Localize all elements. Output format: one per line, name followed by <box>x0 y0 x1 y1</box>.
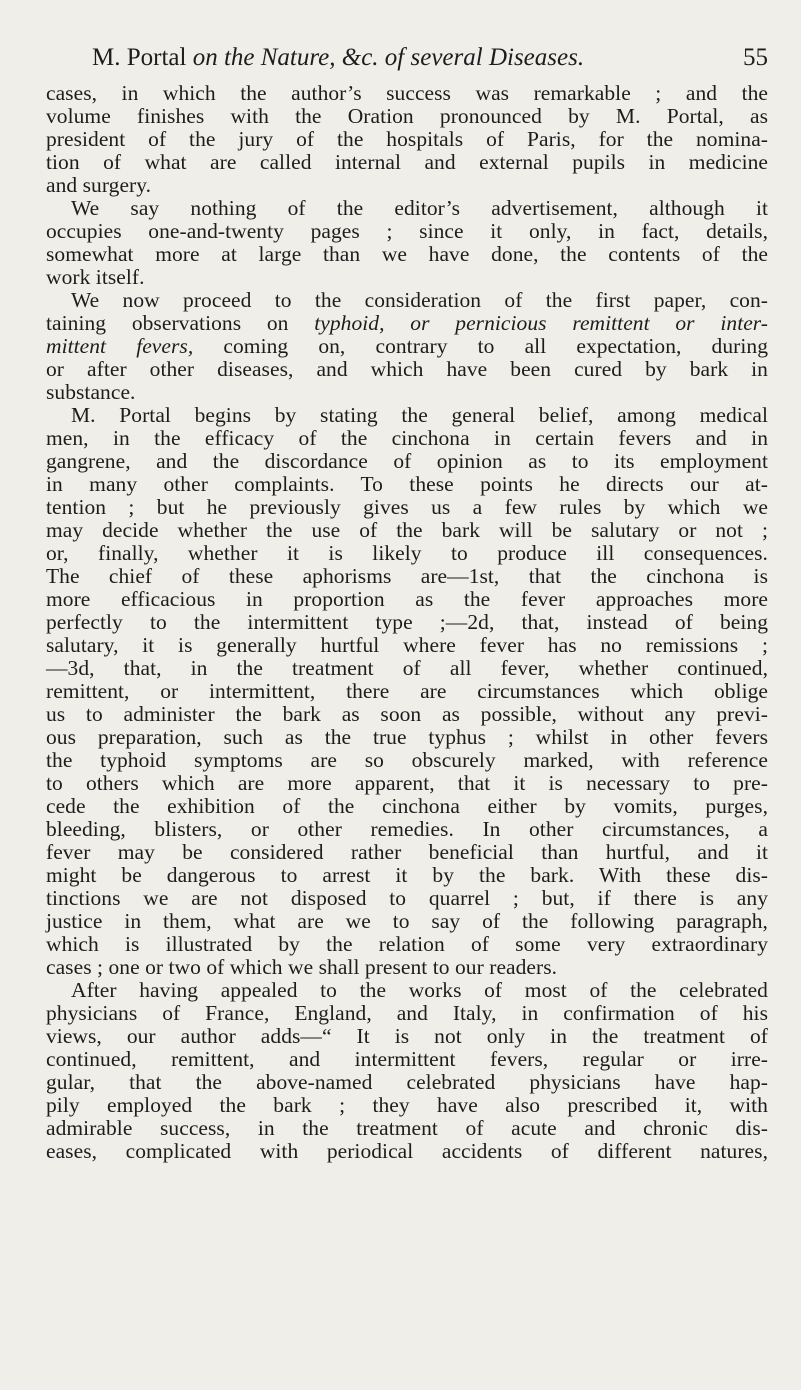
line-text: cases, in which the author’s success was remarkable ; and the <box>46 81 768 105</box>
text-line <box>46 1048 768 1071</box>
text-line <box>46 818 768 841</box>
text-line <box>46 358 768 381</box>
line-text: cede the exhibition of the cinchona either by vomits, purges, <box>46 794 768 818</box>
running-title-author: M. Portal <box>92 44 193 71</box>
line-text: us to administer the bark as soon as possible, without any previ- <box>46 702 768 726</box>
text-line <box>46 795 768 818</box>
line-text: We say nothing of the editor’s advertisement, although it <box>71 196 768 220</box>
line-text: cases ; one or two of which we shall present to our readers. <box>46 955 558 979</box>
text-line <box>46 381 768 404</box>
text-line <box>46 1140 768 1163</box>
text-line <box>46 197 768 220</box>
line-text: tion of what are called internal and external pupils in medicine <box>46 150 768 174</box>
line-text: gular, that the above-named celebrated physicians have hap- <box>46 1070 768 1094</box>
line-text: taining observations on <box>46 311 315 335</box>
text-line <box>46 289 768 312</box>
text-line <box>46 749 768 772</box>
text-line <box>46 427 768 450</box>
line-text: eases, complicated with periodical accidents of different natures, <box>46 1139 768 1163</box>
line-text: M. Portal begins by stating the general belief, among medical <box>71 403 768 427</box>
line-text: might be dangerous to arrest it by the bark. With these dis- <box>46 863 768 887</box>
text-line <box>46 565 768 588</box>
line-text: The chief of these aphorisms are—1st, that the cinchona is <box>46 564 768 588</box>
line-text: admirable success, in the treatment of acute and chronic dis- <box>46 1116 768 1140</box>
line-text: ous preparation, such as the true typhus ; whilst in other fevers <box>46 725 768 749</box>
text-line <box>46 956 768 979</box>
text-line <box>46 1025 768 1048</box>
line-text: men, in the efficacy of the cinchona in certain fevers and in <box>46 426 768 450</box>
line-text: perfectly to the intermittent type ;—2d, that, instead of being <box>46 610 768 634</box>
text-line <box>46 680 768 703</box>
line-text: views, our author adds—“ It is not only in the treatment of <box>46 1024 768 1048</box>
line-text: tention ; but he previously gives us a few rules by which we <box>46 495 768 519</box>
line-text: physicians of France, England, and Italy, in confirmation of his <box>46 1001 768 1025</box>
line-text: substance. <box>46 380 136 404</box>
line-text: fever may be considered rather beneficial than hurtful, and it <box>46 840 768 864</box>
text-line <box>46 450 768 473</box>
text-line <box>46 657 768 680</box>
line-text: coming on, contrary to all expectation, during <box>193 334 768 358</box>
text-line <box>46 772 768 795</box>
text-line <box>46 404 768 427</box>
line-text: remittent, or intermittent, there are circumstances which oblige <box>46 679 768 703</box>
line-text: work itself. <box>46 265 145 289</box>
text-line <box>46 703 768 726</box>
text-line <box>46 726 768 749</box>
text-line <box>46 611 768 634</box>
line-text: gangrene, and the discordance of opinion as to its employment <box>46 449 768 473</box>
line-text: which is illustrated by the relation of some very extraordinary <box>46 932 768 956</box>
text-line <box>46 151 768 174</box>
body-text <box>46 82 768 1163</box>
line-text: to others which are more apparent, that it is necessary to pre- <box>46 771 768 795</box>
running-title-italic: on the Nature, &c. of several Diseases. <box>192 44 585 71</box>
italic-text: typhoid, or pernicious remittent or inter- <box>314 311 769 335</box>
text-line <box>46 220 768 243</box>
line-text: pily employed the bark ; they have also prescribed it, with <box>46 1093 768 1117</box>
text-line <box>46 335 768 358</box>
line-text: tinctions we are not disposed to quarrel ; but, if there is any <box>46 886 768 910</box>
line-text: bleeding, blisters, or other remedies. In other circumstances, a <box>46 817 768 841</box>
line-text: in many other complaints. To these points he directs our at- <box>46 472 768 496</box>
text-line <box>46 105 768 128</box>
text-line <box>46 519 768 542</box>
text-line <box>46 82 768 105</box>
text-line <box>46 542 768 565</box>
line-text: may decide whether the use of the bark will be salutary or not ; <box>46 518 768 542</box>
text-line <box>46 910 768 933</box>
running-title <box>92 38 584 78</box>
line-text: —3d, that, in the treatment of all fever, whether continued, <box>46 656 768 680</box>
line-text: or after other diseases, and which have been cured by bark in <box>46 357 768 381</box>
text-line <box>46 634 768 657</box>
text-line <box>46 588 768 611</box>
text-line <box>46 1071 768 1094</box>
text-line <box>46 933 768 956</box>
text-line <box>46 841 768 864</box>
text-line <box>46 128 768 151</box>
line-text: occupies one-and-twenty pages ; since it only, in fact, details, <box>46 219 768 243</box>
text-line <box>46 1094 768 1117</box>
text-line <box>46 1002 768 1025</box>
line-text: somewhat more at large than we have done, the contents of the <box>46 242 768 266</box>
line-text: or, finally, whether it is likely to produce ill consequences. <box>46 541 768 565</box>
line-text: salutary, it is generally hurtful where fever has no remissions ; <box>46 633 768 657</box>
line-text: After having appealed to the works of most of the celebrated <box>71 978 768 1002</box>
text-line <box>46 473 768 496</box>
text-line <box>46 864 768 887</box>
line-text: continued, remittent, and intermittent fevers, regular or irre- <box>46 1047 768 1071</box>
line-text: volume finishes with the Oration pronounced by M. Portal, as <box>46 104 768 128</box>
text-line <box>46 887 768 910</box>
text-line <box>46 174 768 197</box>
line-text: justice in them, what are we to say of the following paragraph, <box>46 909 768 933</box>
text-line <box>46 1117 768 1140</box>
running-header <box>46 38 768 78</box>
line-text: more efficacious in proportion as the fever approaches more <box>46 587 768 611</box>
text-line <box>46 266 768 289</box>
text-line <box>46 312 768 335</box>
text-line <box>46 496 768 519</box>
line-text: president of the jury of the hospitals of Paris, for the nomina- <box>46 127 768 151</box>
text-line <box>46 243 768 266</box>
line-text: We now proceed to the consideration of the first paper, con- <box>71 288 768 312</box>
text-line <box>46 979 768 1002</box>
line-text: and surgery. <box>46 173 152 197</box>
page-number: 55 <box>743 44 768 71</box>
italic-text: mittent fevers, <box>46 334 194 358</box>
line-text: the typhoid symptoms are so obscurely marked, with reference <box>46 748 768 772</box>
